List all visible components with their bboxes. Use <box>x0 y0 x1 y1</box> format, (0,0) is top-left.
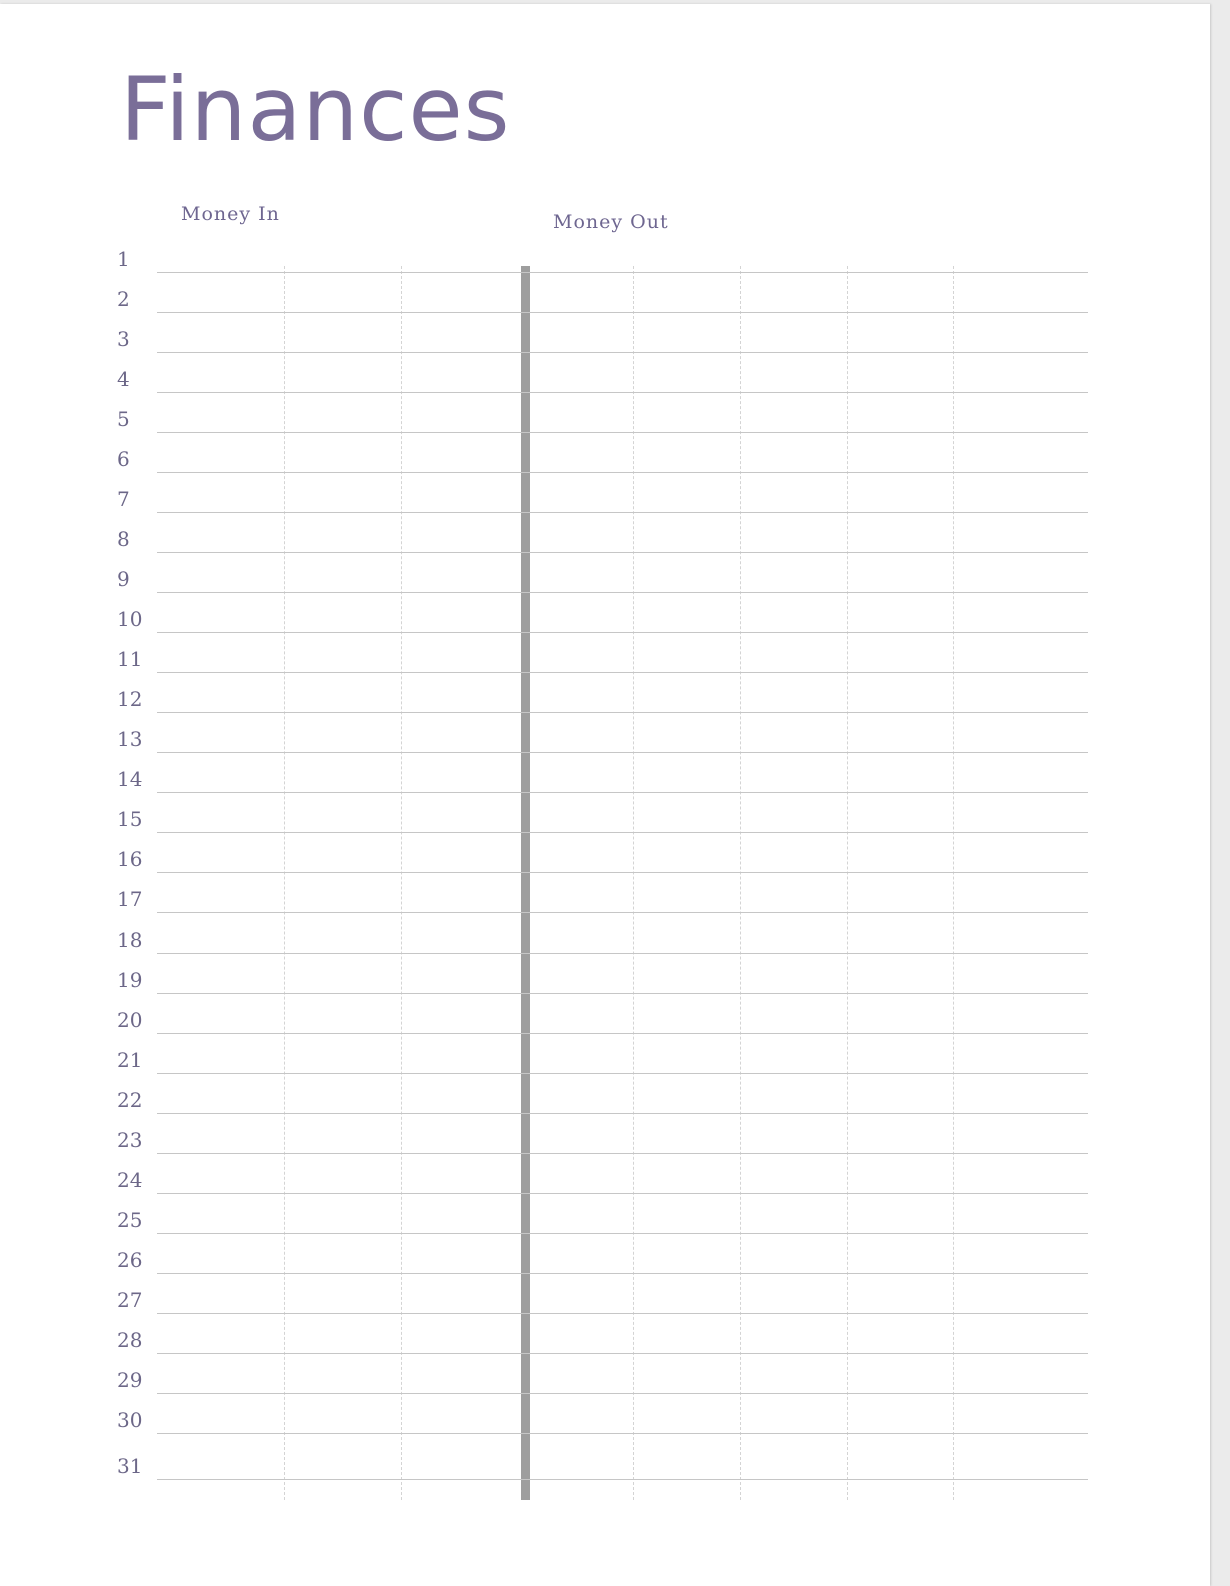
ledger-row-line[interactable] <box>157 1193 1088 1194</box>
money-in-column-divider <box>284 266 285 1500</box>
ledger-row-line[interactable] <box>157 592 1088 593</box>
row-number: 3 <box>117 327 130 351</box>
money-out-column-divider <box>953 266 954 1500</box>
ledger-row-line[interactable] <box>157 712 1088 713</box>
ledger-row-line[interactable] <box>157 953 1088 954</box>
planner-page <box>0 4 1210 1586</box>
ledger-row-line[interactable] <box>157 512 1088 513</box>
row-number: 6 <box>117 447 130 471</box>
ledger-row-line[interactable] <box>157 912 1088 913</box>
page-title: Finances <box>120 58 511 161</box>
row-number: 5 <box>117 407 130 431</box>
ledger-row-line[interactable] <box>157 632 1088 633</box>
ledger-row-line[interactable] <box>157 1073 1088 1074</box>
ledger-row-line[interactable] <box>157 1353 1088 1354</box>
row-number: 31 <box>117 1454 143 1478</box>
ledger-row-line[interactable] <box>157 352 1088 353</box>
ledger-row-line[interactable] <box>157 993 1088 994</box>
money-out-column-divider <box>847 266 848 1500</box>
ledger-row-line[interactable] <box>157 1393 1088 1394</box>
money-in-column-divider <box>401 266 402 1500</box>
row-number: 21 <box>117 1048 143 1072</box>
ledger-row-line[interactable] <box>157 432 1088 433</box>
row-number: 16 <box>117 847 143 871</box>
money-out-column-divider <box>740 266 741 1500</box>
row-number: 25 <box>117 1208 143 1232</box>
row-number: 9 <box>117 567 130 591</box>
row-number: 29 <box>117 1368 143 1392</box>
row-number: 10 <box>117 607 143 631</box>
ledger-row-line[interactable] <box>157 312 1088 313</box>
ledger-row-line[interactable] <box>157 1153 1088 1154</box>
ledger-row-line[interactable] <box>157 472 1088 473</box>
ledger-row-line[interactable] <box>157 832 1088 833</box>
row-number: 19 <box>117 968 143 992</box>
row-number: 12 <box>117 687 143 711</box>
row-number: 17 <box>117 887 143 911</box>
row-number: 13 <box>117 727 143 751</box>
ledger-row-line[interactable] <box>157 1479 1088 1480</box>
ledger-row-line[interactable] <box>157 672 1088 673</box>
row-number: 23 <box>117 1128 143 1152</box>
row-number: 24 <box>117 1168 143 1192</box>
in-out-divider <box>521 266 530 1500</box>
row-number: 28 <box>117 1328 143 1352</box>
ledger-row-line[interactable] <box>157 1313 1088 1314</box>
row-number: 7 <box>117 487 130 511</box>
row-number: 22 <box>117 1088 143 1112</box>
ledger-row-line[interactable] <box>157 552 1088 553</box>
ledger-row-line[interactable] <box>157 792 1088 793</box>
ledger-row-line[interactable] <box>157 1033 1088 1034</box>
row-number: 1 <box>117 247 130 271</box>
money-out-label: Money Out <box>553 211 669 233</box>
money-out-column-divider <box>633 266 634 1500</box>
row-number: 20 <box>117 1008 143 1032</box>
ledger-row-line[interactable] <box>157 872 1088 873</box>
ledger-row-line[interactable] <box>157 752 1088 753</box>
row-number: 18 <box>117 928 143 952</box>
row-number: 26 <box>117 1248 143 1272</box>
row-number: 2 <box>117 287 130 311</box>
ledger-row-line[interactable] <box>157 1233 1088 1234</box>
ledger-row-line[interactable] <box>157 272 1088 273</box>
ledger-row-line[interactable] <box>157 1433 1088 1434</box>
row-number: 14 <box>117 767 143 791</box>
row-number: 11 <box>117 647 143 671</box>
row-number: 27 <box>117 1288 143 1312</box>
ledger-row-line[interactable] <box>157 392 1088 393</box>
money-in-label: Money In <box>181 203 280 225</box>
ledger-row-line[interactable] <box>157 1113 1088 1114</box>
row-number: 30 <box>117 1408 143 1432</box>
row-number: 15 <box>117 807 143 831</box>
row-number: 4 <box>117 367 130 391</box>
ledger-row-line[interactable] <box>157 1273 1088 1274</box>
row-number: 8 <box>117 527 130 551</box>
